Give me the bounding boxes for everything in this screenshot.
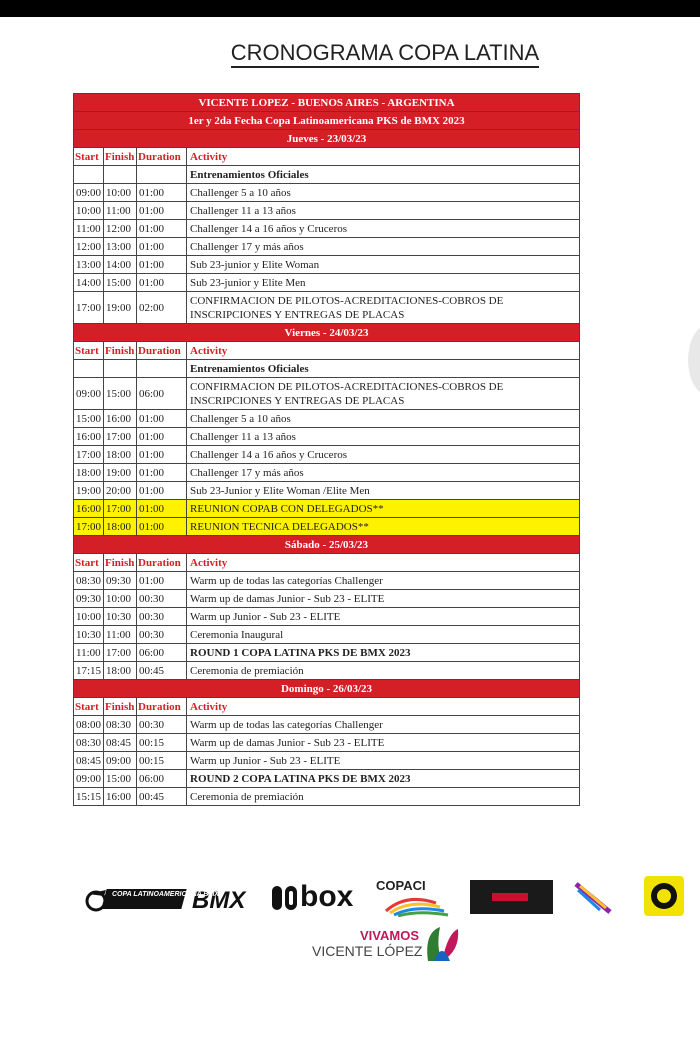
copa-latinoamericana-bmx-logo: [84, 884, 250, 914]
cell-finish: 08:45: [104, 734, 137, 752]
cell-start: 16:00: [74, 428, 104, 446]
cell-start: 16:00: [74, 500, 104, 518]
column-header-finish: Finish: [104, 698, 137, 716]
column-header-row: [74, 698, 580, 716]
column-header-duration: Duration: [137, 342, 187, 360]
column-header-row: [74, 342, 580, 360]
cell-duration: 01:00: [137, 274, 187, 292]
cell-finish: 16:00: [104, 788, 137, 806]
cell-activity: Entrenamientos Oficiales: [187, 360, 580, 378]
schedule-row: [74, 662, 580, 680]
cell-duration: 01:00: [137, 202, 187, 220]
cell-duration: 01:00: [137, 500, 187, 518]
cell-duration: 06:00: [137, 770, 187, 788]
hex-logo: [644, 876, 684, 916]
schedule-row: [74, 788, 580, 806]
day-header-row: [74, 680, 580, 698]
column-header-finish: Finish: [104, 342, 137, 360]
schedule-row: [74, 446, 580, 464]
cell-finish: 16:00: [104, 410, 137, 428]
cell-activity: Warm up de damas Junior - Sub 23 - ELITE: [187, 734, 580, 752]
schedule-row: [74, 428, 580, 446]
cell-start: 11:00: [74, 220, 104, 238]
cell-activity: ROUND 1 COPA LATINA PKS DE BMX 2023: [187, 644, 580, 662]
cell-activity: Challenger 11 a 13 años: [187, 202, 580, 220]
cell-finish: 19:00: [104, 464, 137, 482]
cell-finish: 10:00: [104, 590, 137, 608]
cell-duration: 00:30: [137, 590, 187, 608]
cell-start: 09:00: [74, 770, 104, 788]
cell-finish: 10:00: [104, 184, 137, 202]
svg-text:BMX: BMX: [192, 887, 246, 914]
cell-activity: Ceremonia Inaugural: [187, 626, 580, 644]
day-label: Sábado - 25/03/23: [74, 536, 580, 554]
cell-start: 19:00: [74, 482, 104, 500]
cell-start: [74, 360, 104, 378]
cell-duration: 01:00: [137, 446, 187, 464]
cell-finish: [104, 166, 137, 184]
column-header-activity: Activity: [187, 554, 580, 572]
bmx-logo-text: COPA LATINOAMERICANA BMX: [112, 891, 219, 898]
cell-activity: Challenger 5 a 10 años: [187, 184, 580, 202]
column-header-finish: Finish: [104, 148, 137, 166]
cell-finish: 18:00: [104, 518, 137, 536]
schedule-row: [74, 500, 580, 518]
cell-duration: 00:30: [137, 608, 187, 626]
cell-duration: 01:00: [137, 482, 187, 500]
schedule-row: [74, 378, 580, 410]
vivamos-vicente-lopez-logo: VIVAMOS VICENTE LÓPEZ: [312, 923, 472, 968]
schedule-row: [74, 238, 580, 256]
cell-finish: 18:00: [104, 662, 137, 680]
schedule-row: [74, 752, 580, 770]
cell-activity: ROUND 2 COPA LATINA PKS DE BMX 2023: [187, 770, 580, 788]
cell-activity: Challenger 17 y más años: [187, 238, 580, 256]
cell-duration: 01:00: [137, 464, 187, 482]
cell-start: 17:00: [74, 518, 104, 536]
cell-activity: REUNION TECNICA DELEGADOS**: [187, 518, 580, 536]
cell-duration: [137, 360, 187, 378]
top-status-bar: [0, 0, 700, 17]
cell-start: 09:00: [74, 378, 104, 410]
cell-duration: 00:15: [137, 752, 187, 770]
schedule-row: [74, 626, 580, 644]
cell-duration: 00:15: [137, 734, 187, 752]
cell-duration: 00:45: [137, 788, 187, 806]
cell-start: 08:45: [74, 752, 104, 770]
cell-finish: 15:00: [104, 378, 137, 410]
cell-duration: 00:30: [137, 716, 187, 734]
cell-duration: 01:00: [137, 518, 187, 536]
day-label: Viernes - 24/03/23: [74, 324, 580, 342]
schedule-row: [74, 274, 580, 292]
cell-finish: 14:00: [104, 256, 137, 274]
copaci-logo: COPACI: [376, 878, 454, 918]
cell-finish: 09:00: [104, 752, 137, 770]
cell-duration: [137, 166, 187, 184]
cell-finish: 10:30: [104, 608, 137, 626]
cell-activity: Challenger 5 a 10 años: [187, 410, 580, 428]
cell-start: 15:15: [74, 788, 104, 806]
cell-finish: 17:00: [104, 644, 137, 662]
cell-activity: Warm up de todas las categorías Challenger: [187, 572, 580, 590]
cell-finish: 15:00: [104, 274, 137, 292]
cell-activity: Challenger 11 a 13 años: [187, 428, 580, 446]
cell-finish: 17:00: [104, 428, 137, 446]
schedule-row: [74, 256, 580, 274]
cell-start: 12:00: [74, 238, 104, 256]
cell-activity: Warm up Junior - Sub 23 - ELITE: [187, 752, 580, 770]
schedule-row: [74, 716, 580, 734]
cell-start: 08:30: [74, 734, 104, 752]
cell-finish: 20:00: [104, 482, 137, 500]
cell-duration: 01:00: [137, 256, 187, 274]
column-header-start: Start: [74, 698, 104, 716]
sponsor-logos: [0, 860, 700, 980]
cell-duration: 01:00: [137, 238, 187, 256]
column-header-start: Start: [74, 342, 104, 360]
cell-start: 15:00: [74, 410, 104, 428]
schedule-row: [74, 590, 580, 608]
cell-activity: Challenger 17 y más años: [187, 464, 580, 482]
cell-activity: Challenger 14 a 16 años y Cruceros: [187, 446, 580, 464]
column-header-activity: Activity: [187, 342, 580, 360]
cell-activity: Warm up de todas las categorías Challenger: [187, 716, 580, 734]
column-header-row: [74, 148, 580, 166]
cell-start: 14:00: [74, 274, 104, 292]
schedule-row: [74, 360, 580, 378]
cell-start: [74, 166, 104, 184]
cell-activity: REUNION COPAB CON DELEGADOS**: [187, 500, 580, 518]
schedule-row: [74, 518, 580, 536]
cell-start: 09:00: [74, 184, 104, 202]
cell-activity: Sub 23-junior y Elite Men: [187, 274, 580, 292]
venue-label: VICENTE LOPEZ - BUENOS AIRES - ARGENTINA: [74, 94, 580, 112]
schedule-row: [74, 410, 580, 428]
cell-start: 10:30: [74, 626, 104, 644]
cell-finish: 17:00: [104, 500, 137, 518]
schedule-row: [74, 202, 580, 220]
cell-duration: 01:00: [137, 410, 187, 428]
day-label: Domingo - 26/03/23: [74, 680, 580, 698]
schedule-row: [74, 220, 580, 238]
cell-start: 17:00: [74, 292, 104, 324]
column-header-duration: Duration: [137, 148, 187, 166]
column-header-activity: Activity: [187, 148, 580, 166]
cell-start: 11:00: [74, 644, 104, 662]
cell-duration: 01:00: [137, 428, 187, 446]
schedule-row: [74, 464, 580, 482]
cell-start: 10:00: [74, 202, 104, 220]
cell-start: 18:00: [74, 464, 104, 482]
uci-logo: [470, 880, 553, 914]
cell-start: 08:00: [74, 716, 104, 734]
cell-start: 09:30: [74, 590, 104, 608]
day-header-row: [74, 130, 580, 148]
cell-start: 08:30: [74, 572, 104, 590]
cell-finish: 18:00: [104, 446, 137, 464]
cell-activity: Ceremonia de premiación: [187, 662, 580, 680]
cell-duration: 00:45: [137, 662, 187, 680]
event-label: 1er y 2da Fecha Copa Latinoamericana PKS de BMX 2023: [74, 112, 580, 130]
cell-finish: 11:00: [104, 626, 137, 644]
cell-duration: 00:30: [137, 626, 187, 644]
cell-finish: 11:00: [104, 202, 137, 220]
cell-finish: 13:00: [104, 238, 137, 256]
cell-start: 10:00: [74, 608, 104, 626]
page-title: CRONOGRAMA COPA LATINA: [0, 40, 700, 66]
cell-duration: 01:00: [137, 220, 187, 238]
cell-duration: 01:00: [137, 572, 187, 590]
cell-activity: Sub 23-junior y Elite Woman: [187, 256, 580, 274]
schedule-row: [74, 184, 580, 202]
cell-activity: Entrenamientos Oficiales: [187, 166, 580, 184]
column-header-finish: Finish: [104, 554, 137, 572]
column-header-activity: Activity: [187, 698, 580, 716]
day-header-row: [74, 536, 580, 554]
cell-activity: CONFIRMACION DE PILOTOS-ACREDITACIONES-COBROS DE INSCRIPCIONES Y ENTREGAS DE PLACAS: [187, 378, 580, 410]
schedule-row: [74, 572, 580, 590]
venue-row: [74, 94, 580, 112]
event-row: [74, 112, 580, 130]
column-header-start: Start: [74, 148, 104, 166]
cell-finish: [104, 360, 137, 378]
cell-finish: 19:00: [104, 292, 137, 324]
cell-activity: CONFIRMACION DE PILOTOS-ACREDITACIONES-COBROS DE INSCRIPCIONES Y ENTREGAS DE PLACAS: [187, 292, 580, 324]
cell-start: 13:00: [74, 256, 104, 274]
cell-activity: Sub 23-Junior y Elite Woman /Elite Men: [187, 482, 580, 500]
cell-duration: 01:00: [137, 184, 187, 202]
column-header-duration: Duration: [137, 698, 187, 716]
schedule-row: [74, 292, 580, 324]
cell-activity: Warm up de damas Junior - Sub 23 - ELITE: [187, 590, 580, 608]
copab-logo: [570, 878, 616, 918]
cell-activity: Warm up Junior - Sub 23 - ELITE: [187, 608, 580, 626]
cell-start: 17:15: [74, 662, 104, 680]
cell-finish: 08:30: [104, 716, 137, 734]
day-header-row: [74, 324, 580, 342]
schedule-row: [74, 608, 580, 626]
schedule-row: [74, 482, 580, 500]
cell-activity: Challenger 14 a 16 años y Cruceros: [187, 220, 580, 238]
day-label: Jueves - 23/03/23: [74, 130, 580, 148]
column-header-row: [74, 554, 580, 572]
cell-finish: 15:00: [104, 770, 137, 788]
cell-duration: 02:00: [137, 292, 187, 324]
cell-finish: 09:30: [104, 572, 137, 590]
floating-overlay-button[interactable]: [688, 325, 700, 395]
cell-duration: 06:00: [137, 378, 187, 410]
schedule-row: [74, 166, 580, 184]
cell-start: 17:00: [74, 446, 104, 464]
cell-activity: Ceremonia de premiación: [187, 788, 580, 806]
column-header-start: Start: [74, 554, 104, 572]
schedule-row: [74, 644, 580, 662]
box-logo: box: [270, 880, 360, 914]
schedule-row: [74, 770, 580, 788]
cell-duration: 06:00: [137, 644, 187, 662]
cell-finish: 12:00: [104, 220, 137, 238]
schedule-table: [73, 93, 580, 806]
schedule-row: [74, 734, 580, 752]
column-header-duration: Duration: [137, 554, 187, 572]
